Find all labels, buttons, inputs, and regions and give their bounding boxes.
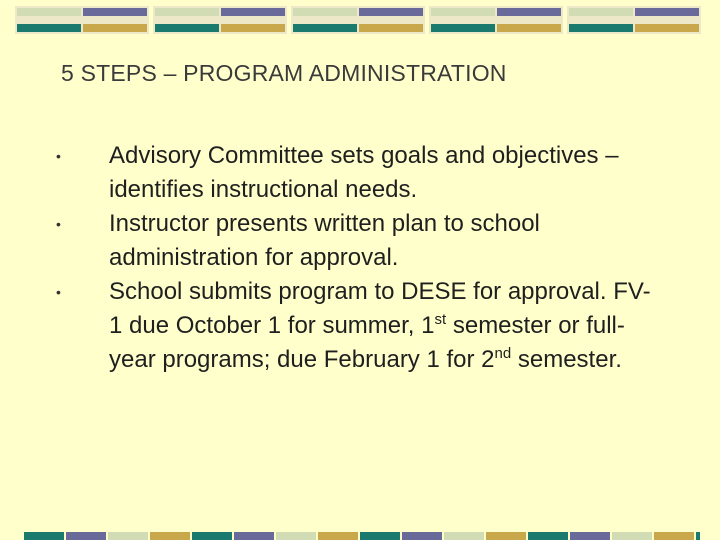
band-block xyxy=(570,532,610,540)
band-block xyxy=(221,24,285,32)
band-block xyxy=(696,532,700,540)
band-block xyxy=(293,8,357,16)
bullet-text: semester. xyxy=(511,346,622,373)
band-block xyxy=(497,17,561,23)
band-block xyxy=(444,532,484,540)
band-block xyxy=(359,8,423,16)
bullet-dot-icon: • xyxy=(56,148,61,164)
bullet-text: semester or full-year programs; due February 1 for 2 xyxy=(109,312,625,373)
band-block xyxy=(318,532,358,540)
band-block xyxy=(83,8,147,16)
band-block xyxy=(486,532,526,540)
band-block xyxy=(83,24,147,32)
band-block xyxy=(359,24,423,32)
band-block xyxy=(431,8,495,16)
decorative-top-band xyxy=(0,6,720,34)
band-block xyxy=(569,24,633,32)
bullet-text: Advisory Committee sets goals and objectives – identifies instructional needs. xyxy=(109,142,619,203)
band-block xyxy=(155,17,219,23)
band-block xyxy=(654,532,694,540)
band-block xyxy=(83,17,147,23)
band-block xyxy=(497,24,561,32)
band-block xyxy=(359,17,423,23)
ordinal-superscript: nd xyxy=(494,345,512,362)
band-block xyxy=(150,532,190,540)
band-block xyxy=(17,17,81,23)
band-block xyxy=(17,8,81,16)
band-block xyxy=(528,532,568,540)
band-block xyxy=(431,17,495,23)
band-block xyxy=(192,532,232,540)
band-block xyxy=(635,8,699,16)
band-block xyxy=(221,17,285,23)
band-block xyxy=(155,24,219,32)
decorative-bottom-band xyxy=(0,532,720,540)
band-block xyxy=(431,24,495,32)
slide-title: 5 STEPS – PROGRAM ADMINISTRATION xyxy=(61,60,507,86)
band-block xyxy=(360,532,400,540)
band-block xyxy=(234,532,274,540)
band-block xyxy=(497,8,561,16)
band-block xyxy=(569,17,633,23)
bullet-text: School submits program to DESE for approval. FV-1 due October 1 for summer, 1 xyxy=(109,278,651,339)
bullet-dot-icon: • xyxy=(56,216,61,232)
band-block xyxy=(66,532,106,540)
bullet-item-1 xyxy=(56,139,656,207)
band-block xyxy=(108,532,148,540)
band-block xyxy=(155,8,219,16)
band-block xyxy=(569,8,633,16)
band-block xyxy=(612,532,652,540)
band-block xyxy=(402,532,442,540)
band-block xyxy=(17,24,81,32)
band-block xyxy=(635,24,699,32)
bullet-list xyxy=(56,139,656,377)
band-block xyxy=(221,8,285,16)
band-block xyxy=(635,17,699,23)
bullet-item-2 xyxy=(56,207,656,275)
band-block xyxy=(24,532,64,540)
band-block xyxy=(293,17,357,23)
bullet-dot-icon: • xyxy=(56,284,61,300)
bullet-text: Instructor presents written plan to school administration for approval. xyxy=(109,210,540,271)
band-block xyxy=(276,532,316,540)
bullet-item-3 xyxy=(56,275,656,377)
ordinal-superscript: st xyxy=(434,311,447,328)
band-block xyxy=(293,24,357,32)
